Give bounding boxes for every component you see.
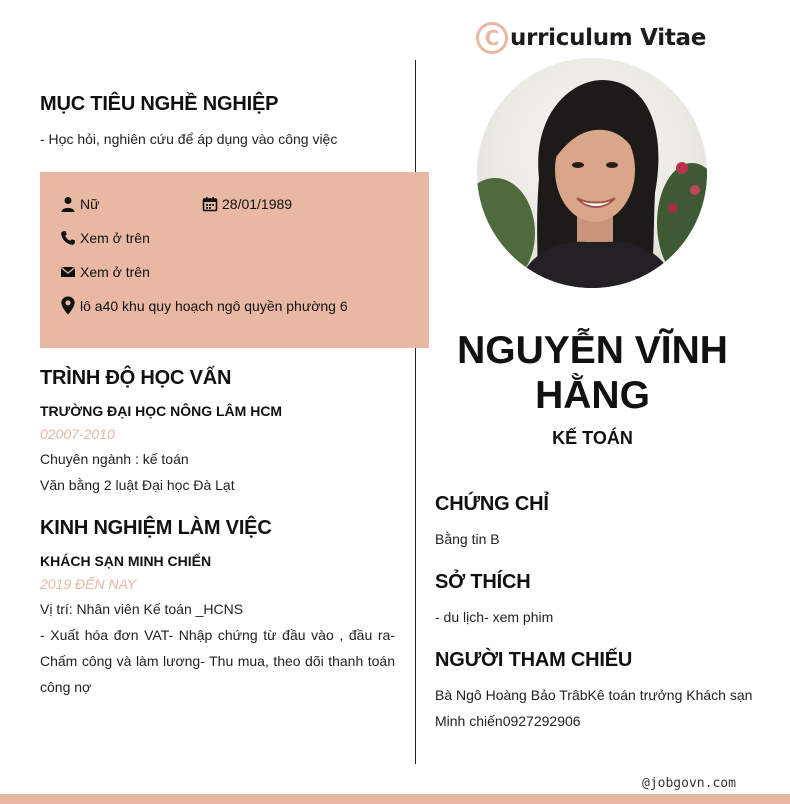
education-title: TRÌNH ĐỘ HỌC VẤN <box>40 367 232 389</box>
objective-text: - Học hỏi, nghiên cứu để áp dụng vào công việc <box>40 131 338 147</box>
experience-period: 2019 ĐẾN NAY <box>40 576 137 592</box>
education-period: 02007-2010 <box>40 426 115 442</box>
gender-row <box>60 196 99 212</box>
birthdate-value: 28/01/1989 <box>222 196 293 212</box>
education-major: Chuyên ngành : kế toán <box>40 451 189 467</box>
certificates-title: CHỨNG CHỈ <box>435 493 549 515</box>
birthdate-row <box>202 196 292 212</box>
logo-letter: C <box>476 22 508 54</box>
profile-photo-image <box>477 58 707 288</box>
job-title: KẾ TOÁN <box>552 428 633 448</box>
hobbies-title: SỞ THÍCH <box>435 571 531 593</box>
footer-bar <box>0 794 790 804</box>
education-school: TRƯỜNG ĐẠI HỌC NÔNG LÂM HCM <box>40 403 283 419</box>
references-title: NGƯỜI THAM CHIẾU <box>435 649 633 671</box>
certificates-text: Bằng tin B <box>435 531 500 547</box>
cv-logo <box>476 18 706 58</box>
location-pin-icon <box>60 296 76 315</box>
objective-title: MỤC TIÊU NGHỀ NGHIỆP <box>40 93 279 115</box>
address-row <box>60 296 348 315</box>
phone-value: Xem ở trên <box>80 230 150 246</box>
phone-icon <box>60 230 76 246</box>
experience-description: - Xuất hóa đơn VAT- Nhập chứng từ đầu vào , đầu ra- Chấm công và làm lương- Thu mua, theo dõi thanh toán công nợ <box>40 627 395 695</box>
mail-icon <box>60 264 76 280</box>
email-value: Xem ở trên <box>80 264 150 280</box>
watermark: @jobgovn.com <box>642 776 736 791</box>
calendar-icon <box>202 196 218 212</box>
column-divider <box>415 60 416 764</box>
experience-position: Vị trí: Nhân viên Kế toán _HCNS <box>40 601 244 617</box>
personal-info-box <box>40 172 429 348</box>
logo-text: urriculum Vitae <box>510 25 707 51</box>
phone-row <box>60 230 150 246</box>
gender-value: Nữ <box>80 196 100 212</box>
person-icon <box>60 196 76 212</box>
profile-photo <box>477 58 707 288</box>
education-second-degree: Văn bằng 2 luật Đại học Đà Lạt <box>40 477 235 493</box>
references-text: Bà Ngô Hoàng Bảo TrâbKê toán trưởng Khách sạn Minh chiến0927292906 <box>435 687 753 729</box>
experience-title: KINH NGHIỆM LÀM VIỆC <box>40 517 272 539</box>
email-row <box>60 264 150 280</box>
experience-company: KHÁCH SẠN MINH CHIẾN <box>40 553 212 569</box>
hobbies-text: - du lịch- xem phim <box>435 609 554 625</box>
address-value: lô a40 khu quy hoạch ngô quyền phường 6 <box>80 297 348 314</box>
candidate-name: NGUYỄN VĨNH HẰNG <box>457 329 728 417</box>
